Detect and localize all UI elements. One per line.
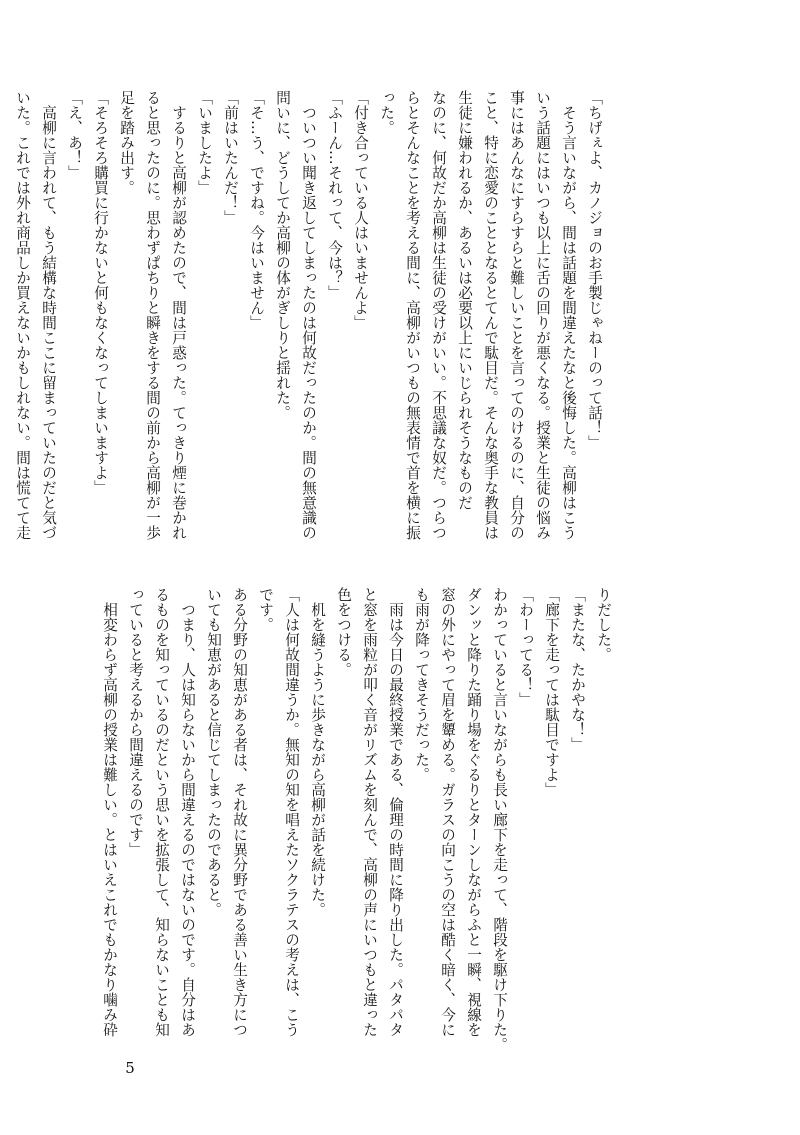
text-line: いう話題にはいつも以上に舌の回りが悪くなる。授業と生徒の悩み bbox=[534, 90, 551, 540]
text-line: です。 bbox=[257, 587, 274, 632]
text-line: 「廊下を走っては駄目ですよ」 bbox=[543, 587, 560, 797]
text-line: 「ちげぇよ、カノジョのお手製じゃねーのって話！」 bbox=[586, 90, 603, 450]
text-line: いても知恵があると信じてしまったのであると。 bbox=[205, 587, 222, 917]
text-line: 「え、あ！」 bbox=[66, 90, 83, 180]
text-line: りだした。 bbox=[595, 587, 612, 662]
text-line: つまり、人は知らないから間違えるのではないのです。自分はあ bbox=[179, 587, 196, 1037]
text-line: 足を踏み出す。 bbox=[118, 90, 135, 195]
text-line: 「人は何故間違うか。無知の知を唱えたソクラテスの考えは、こう bbox=[283, 587, 300, 1037]
text-line: するりと高柳が認めたので、間は戸惑った。てっきり煙に巻かれ bbox=[170, 90, 187, 540]
text-line: 事にはあんなにすらすらと難しいことを言ってのけるのに、自分の bbox=[508, 90, 525, 540]
lower-text-block bbox=[100, 587, 616, 1052]
text-line: ある分野の知恵がある者は、それ故に異分野である善い生き方につ bbox=[231, 587, 248, 1037]
text-line: 「前はいたんだ！」 bbox=[222, 90, 239, 225]
text-line: ついつい聞き返してしまったのは何故だったのか。間の無意識の bbox=[300, 90, 317, 540]
text-line: 相変わらず高柳の授業は難しい。とはいえこれでもかなり噛み砕 bbox=[101, 587, 118, 1037]
text-line: こと、特に恋愛のこととなるとてんで駄目だ。そんな奥手な教員は bbox=[482, 90, 499, 540]
text-line: 「そ…う、ですね。今はいません」 bbox=[248, 90, 265, 330]
text-line: 高柳に言われて、もう結構な時間ここに留まっていたのだと気づ bbox=[40, 90, 57, 540]
text-line: 机を縫うように歩きながら高柳が話を続けた。 bbox=[309, 587, 326, 917]
text-line: いた。これでは外れ商品しか買えないかもしれない。間は慌てて走 bbox=[14, 90, 31, 540]
text-line: ると思ったのに。思わずぱちりと瞬きをする間の前から高柳が一歩 bbox=[144, 90, 161, 540]
text-line: 雨は今日の最終授業である、倫理の時間に降り出した。パタパタ bbox=[387, 587, 404, 1037]
upper-text-block bbox=[14, 90, 607, 540]
text-line: と窓を雨粒が叩く音がリズムを刻んで、高柳の声にいつもと違った bbox=[361, 587, 378, 1037]
text-line: 「いましたよ」 bbox=[196, 90, 213, 195]
text-line: 問いに、どうしてか高柳の体がぎしりと揺れた。 bbox=[274, 90, 291, 420]
text-line: 「わーってる！」 bbox=[517, 587, 534, 707]
text-line: るものを知っているのだという思いを拡張して、知らないことも知 bbox=[153, 587, 170, 1037]
text-line: 色をつける。 bbox=[335, 587, 352, 677]
text-line: 窓の外にやって眉を顰める。ガラスの向こうの空は酷く暗く、今に bbox=[439, 587, 456, 1037]
text-line: 「ふーん…それって、今は？」 bbox=[326, 90, 343, 300]
text-line: も雨が降ってきそうだった。 bbox=[413, 587, 430, 782]
text-line: ダンッと降りた踊り場をぐるりとターンしながらふと一瞬、視線を bbox=[465, 587, 482, 1037]
text-line: そう言いながら、間は話題を間違えたなと後悔した。高柳はこう bbox=[560, 90, 577, 540]
text-line: 生徒に嫌われるか、あるいは必要以上にいじられそうなものだ bbox=[456, 90, 473, 510]
text-line: っていると考えるから間違えるのです」 bbox=[127, 587, 144, 857]
text-line: 「付き合っている人はいませんよ」 bbox=[352, 90, 369, 330]
text-line: わかっていると言いながらも長い廊下を走って、階段を駆け下りた。 bbox=[491, 587, 508, 1052]
text-line: 「またな、たかやな！」 bbox=[569, 587, 586, 752]
page-number: 5 bbox=[125, 1059, 135, 1077]
text-line: なのに、何故だか高柳は生徒の受けがいい。不思議な奴だ。つらつ bbox=[430, 90, 447, 540]
text-line: らとそんなことを考える間に、高柳がいつもの無表情で首を横に振 bbox=[404, 90, 421, 540]
text-line: 「そろそろ購買に行かないと何もなくなってしまいますよ」 bbox=[92, 90, 109, 495]
text-line: った。 bbox=[378, 90, 395, 135]
